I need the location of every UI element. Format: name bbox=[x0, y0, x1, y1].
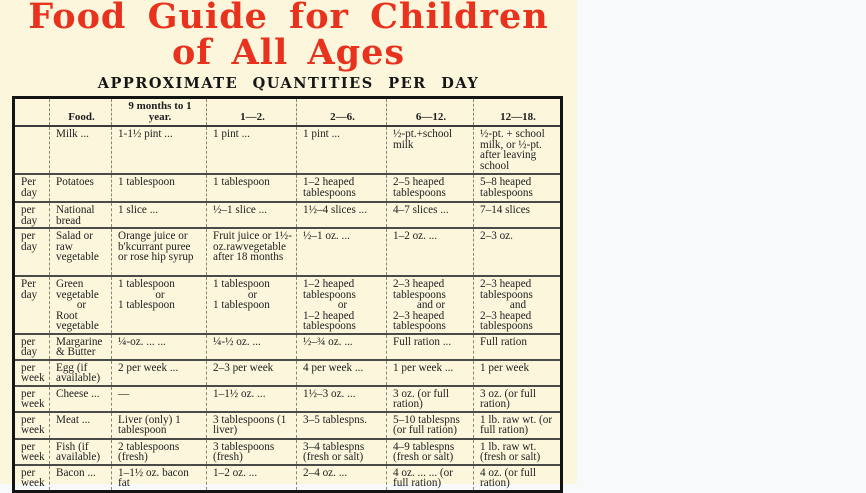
header-2-6: 2—6. bbox=[297, 98, 387, 127]
quantity-cell bbox=[112, 228, 207, 276]
food-name-cell-text: National bread bbox=[56, 204, 95, 227]
per-period-cell-text: per week bbox=[21, 440, 45, 463]
food-name-cell bbox=[50, 334, 112, 360]
quantity-cell bbox=[207, 276, 297, 334]
table-row bbox=[14, 360, 562, 386]
quantity-cell bbox=[207, 126, 297, 174]
food-name-cell-text: Potatoes bbox=[56, 176, 94, 188]
quantity-cell-text: Fruit juice or 1½-oz.rawvegetable after 18 months bbox=[213, 230, 292, 263]
quantity-cell bbox=[207, 360, 297, 386]
quantity-cell-text: ½–¾ oz. ... bbox=[303, 335, 353, 348]
food-name-cell bbox=[50, 412, 112, 439]
header-food: Food. bbox=[50, 98, 112, 127]
per-period-cell-text: per week bbox=[21, 361, 45, 384]
quantity-cell-text: 1–2 oz. ... bbox=[213, 466, 258, 479]
quantity-cell bbox=[387, 334, 474, 360]
food-name-cell-text: Cheese ... bbox=[56, 387, 100, 400]
quantity-cell bbox=[297, 386, 387, 412]
quantity-cell-text: 3 oz. (or full ration) bbox=[393, 387, 449, 410]
quantity-cell-text: 1 per week bbox=[480, 361, 530, 374]
quantity-cell-text: 1 tablespoon bbox=[118, 176, 175, 188]
quantity-cell-text: 2–5 heaped tablespoons bbox=[393, 176, 446, 199]
quantity-cell bbox=[474, 386, 562, 412]
table-row bbox=[14, 126, 562, 174]
per-period-cell bbox=[14, 228, 50, 276]
quantity-cell bbox=[297, 465, 387, 492]
quantity-cell bbox=[387, 228, 474, 276]
quantity-cell bbox=[207, 202, 297, 228]
quantity-cell bbox=[474, 202, 562, 228]
food-name-cell bbox=[50, 360, 112, 386]
table-row bbox=[14, 465, 562, 492]
quantity-cell bbox=[474, 412, 562, 439]
quantity-cell bbox=[207, 228, 297, 276]
per-period-cell-text: Per day bbox=[21, 278, 38, 301]
quantity-cell-text: 4–9 tablespns (fresh or salt) bbox=[393, 440, 455, 463]
per-period-cell bbox=[14, 202, 50, 228]
quantity-cell-text: ½-pt. + school milk, or ½-pt. after leaving school bbox=[480, 128, 545, 172]
quantity-cell bbox=[474, 174, 562, 202]
quantity-cell-text: 1 lb. raw wt. (fresh or salt) bbox=[480, 440, 541, 463]
table-row bbox=[14, 228, 562, 276]
header-1-2: 1—2. bbox=[207, 98, 297, 127]
quantity-cell bbox=[474, 465, 562, 492]
per-period-cell bbox=[14, 360, 50, 386]
per-period-cell-text: per week bbox=[21, 387, 45, 410]
per-period-cell bbox=[14, 465, 50, 492]
quantity-cell-text: — bbox=[118, 387, 130, 400]
per-period-cell-text: Per day bbox=[21, 176, 38, 199]
quantity-cell-text: 1½–3 oz. ... bbox=[303, 387, 356, 400]
quantity-cell-text: 1 tablespoon or 1 tablespoon bbox=[118, 278, 175, 311]
quantity-cell-text: Full ration bbox=[480, 335, 527, 348]
per-period-cell bbox=[14, 174, 50, 202]
quantity-cell bbox=[387, 386, 474, 412]
quantity-cell bbox=[207, 465, 297, 492]
title-line-2: of All Ages bbox=[171, 32, 406, 73]
food-name-cell-text: Egg (if available) bbox=[56, 361, 101, 384]
quantity-cell bbox=[297, 228, 387, 276]
per-period-cell bbox=[14, 126, 50, 174]
quantity-cell-text: 1–1½ oz. bacon fat bbox=[118, 466, 189, 489]
quantity-cell bbox=[297, 360, 387, 386]
header-12-18: 12—18. bbox=[474, 98, 562, 127]
quantity-cell-text: 1 tablespoon or 1 tablespoon bbox=[213, 278, 270, 311]
food-name-cell bbox=[50, 202, 112, 228]
quantity-cell bbox=[297, 202, 387, 228]
quantity-cell-text: 4 oz. ... ... (or full ration) bbox=[393, 466, 453, 489]
quantity-cell bbox=[207, 412, 297, 439]
quantity-cell bbox=[112, 360, 207, 386]
quantity-cell-text: 3–4 tablespns (fresh or salt) bbox=[303, 440, 365, 463]
quantity-cell bbox=[207, 334, 297, 360]
quantity-cell bbox=[387, 202, 474, 228]
header-6-12: 6—12. bbox=[387, 98, 474, 127]
quantity-cell-text: 1–2 oz. ... bbox=[393, 230, 438, 242]
quantity-cell bbox=[112, 465, 207, 492]
quantity-cell bbox=[474, 360, 562, 386]
per-period-cell bbox=[14, 276, 50, 334]
table-row bbox=[14, 439, 562, 465]
per-period-cell-text: per day bbox=[21, 204, 38, 227]
quantity-cell-text: 1½–4 slices ... bbox=[303, 204, 368, 216]
quantity-cell-text: 1–1½ oz. ... bbox=[213, 387, 266, 400]
quantity-cell-text: Liver (only) 1 tablespoon bbox=[118, 413, 181, 436]
quantity-cell-text: 5–10 tablespns (or full ration) bbox=[393, 413, 460, 436]
quantity-cell bbox=[474, 126, 562, 174]
table-row bbox=[14, 386, 562, 412]
quantity-cell bbox=[387, 412, 474, 439]
quantity-cell bbox=[474, 439, 562, 465]
quantity-cell-text: 1 pint ... bbox=[213, 128, 250, 140]
table-row bbox=[14, 334, 562, 360]
header-row bbox=[14, 98, 562, 127]
food-name-cell bbox=[50, 126, 112, 174]
per-period-cell bbox=[14, 386, 50, 412]
per-period-cell-text: per day bbox=[21, 230, 38, 253]
quantity-cell-text: 2 tablespoons (fresh) bbox=[118, 440, 180, 463]
quantity-cell-text: 1-1½ pint ... bbox=[118, 128, 173, 140]
quantity-cell-text: 3 tablespoons (fresh) bbox=[213, 440, 275, 463]
quantity-cell-text: 4 oz. (or full ration) bbox=[480, 466, 536, 489]
quantity-cell bbox=[297, 276, 387, 334]
quantity-cell bbox=[112, 174, 207, 202]
quantity-cell bbox=[297, 412, 387, 439]
quantity-cell bbox=[297, 439, 387, 465]
title-line-1: Food Guide for Children bbox=[28, 0, 549, 37]
quantity-cell bbox=[297, 174, 387, 202]
quantity-cell bbox=[297, 126, 387, 174]
quantity-cell bbox=[474, 334, 562, 360]
quantity-cell-text: 2–4 oz. ... bbox=[303, 466, 348, 479]
food-name-cell bbox=[50, 465, 112, 492]
food-name-cell-text: Green vegetable or Root vegetable bbox=[56, 278, 99, 332]
quantity-cell bbox=[207, 439, 297, 465]
quantity-cell bbox=[387, 276, 474, 334]
quantity-cell-text: 1 per week ... bbox=[393, 361, 454, 374]
quantity-cell bbox=[112, 439, 207, 465]
per-period-cell bbox=[14, 412, 50, 439]
food-name-cell-text: Fish (if available) bbox=[56, 440, 101, 463]
quantity-cell-text: ½–1 slice ... bbox=[213, 204, 268, 216]
quantity-cell-text: 1 slice ... bbox=[118, 204, 159, 216]
quantity-cell-text: 3 tablespoons (1 liver) bbox=[213, 413, 287, 436]
quantity-cell-text: Orange juice or b'kcurrant puree or rose hip syrup bbox=[118, 230, 194, 263]
per-period-cell-text: per week bbox=[21, 466, 45, 489]
quantity-cell-text: 1 pint ... bbox=[303, 128, 340, 140]
quantity-cell-text: 2 per week ... bbox=[118, 361, 179, 374]
per-period-cell bbox=[14, 334, 50, 360]
quantity-cell-text: ¼-oz. ... ... bbox=[118, 335, 166, 348]
quantity-cell bbox=[474, 228, 562, 276]
quantity-cell-text: 1 tablespoon bbox=[213, 176, 270, 188]
quantity-cell-text: 1–2 heaped tablespoons bbox=[303, 176, 356, 199]
quantity-cell-text: ¼-½ oz. ... bbox=[213, 335, 261, 348]
quantity-cell bbox=[112, 276, 207, 334]
quantity-cell bbox=[387, 439, 474, 465]
per-period-cell bbox=[14, 439, 50, 465]
food-name-cell-text: Margarine & Butter bbox=[56, 335, 103, 358]
per-period-cell-text: per week bbox=[21, 413, 45, 436]
quantity-cell bbox=[112, 386, 207, 412]
quantity-cell-text: 2–3 oz. bbox=[480, 230, 513, 242]
food-name-cell bbox=[50, 439, 112, 465]
quantity-cell-text: 2–3 heaped tablespoons and or 2–3 heaped tablespoons bbox=[393, 278, 446, 332]
quantity-cell-text: 4 per week ... bbox=[303, 361, 364, 374]
quantity-cell bbox=[387, 360, 474, 386]
table-row bbox=[14, 174, 562, 202]
quantity-cell bbox=[112, 202, 207, 228]
food-name-cell-text: Meat ... bbox=[56, 413, 91, 426]
food-name-cell-text: Bacon ... bbox=[56, 466, 96, 479]
quantity-cell-text: Full ration ... bbox=[393, 335, 452, 348]
subtitle: APPROXIMATE QUANTITIES PER DAY bbox=[97, 75, 480, 92]
header-per bbox=[14, 98, 50, 127]
table-row bbox=[14, 202, 562, 228]
quantity-cell-text: 2–3 per week bbox=[213, 361, 274, 374]
quantity-cell-text: 2–3 heaped tablespoons and 2–3 heaped tablespoons bbox=[480, 278, 533, 332]
food-name-cell-text: Salad or raw vegetable bbox=[56, 230, 99, 263]
food-guide-table bbox=[12, 96, 563, 493]
quantity-cell bbox=[112, 334, 207, 360]
per-period-cell-text: per day bbox=[21, 335, 38, 358]
food-name-cell bbox=[50, 386, 112, 412]
food-name-cell bbox=[50, 228, 112, 276]
food-name-cell-text: Milk ... bbox=[56, 128, 89, 140]
table-row bbox=[14, 412, 562, 439]
quantity-cell-text: 1 lb. raw wt. (or full ration) bbox=[480, 413, 553, 436]
quantity-cell-text: ½–1 oz. ... bbox=[303, 230, 350, 242]
quantity-cell-text: 1–2 heaped tablespoons or 1–2 heaped tablespoons bbox=[303, 278, 356, 332]
table-row bbox=[14, 276, 562, 334]
quantity-cell-text: 4–7 slices ... bbox=[393, 204, 449, 216]
food-name-cell bbox=[50, 276, 112, 334]
quantity-cell bbox=[112, 126, 207, 174]
quantity-cell bbox=[112, 412, 207, 439]
quantity-cell bbox=[207, 174, 297, 202]
quantity-cell bbox=[297, 334, 387, 360]
quantity-cell bbox=[387, 465, 474, 492]
quantity-cell bbox=[387, 174, 474, 202]
food-name-cell bbox=[50, 174, 112, 202]
quantity-cell bbox=[207, 386, 297, 412]
quantity-cell bbox=[387, 126, 474, 174]
quantity-cell bbox=[474, 276, 562, 334]
header-9mo-1yr: 9 months to 1 year. bbox=[112, 98, 207, 127]
quantity-cell-text: 3 oz. (or full ration) bbox=[480, 387, 536, 410]
quantity-cell-text: 5–8 heaped tablespoons bbox=[480, 176, 533, 199]
quantity-cell-text: 3–5 tablespns. bbox=[303, 413, 368, 426]
quantity-cell-text: 7–14 slices bbox=[480, 204, 531, 216]
quantity-cell-text: ½-pt.+school milk bbox=[393, 128, 453, 151]
